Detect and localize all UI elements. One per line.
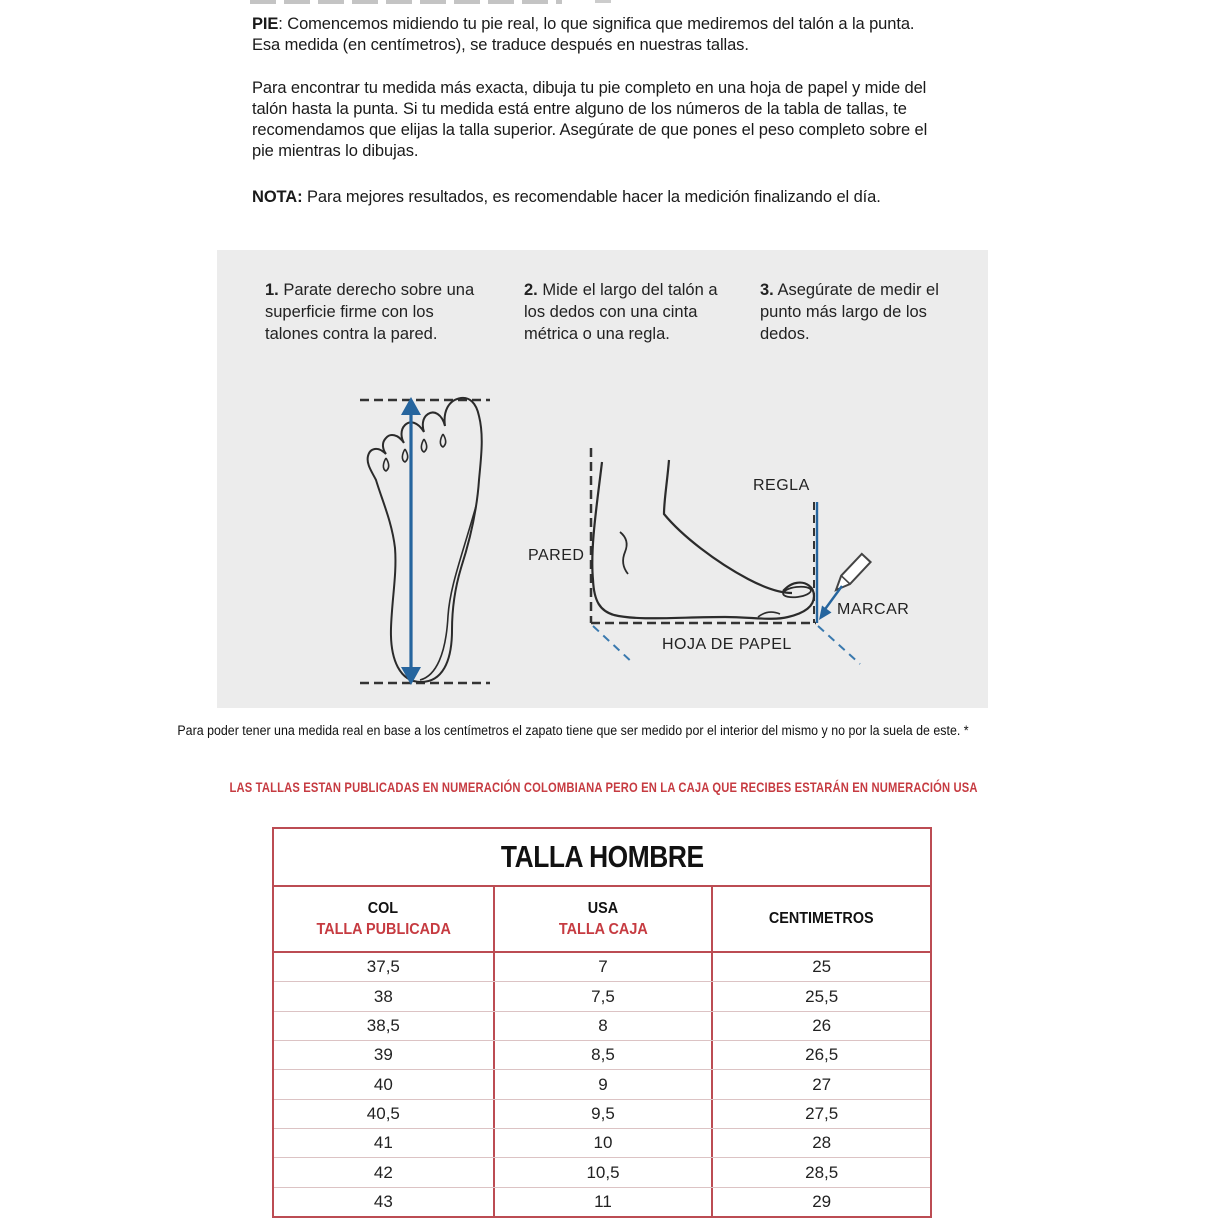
size-table-title-row — [274, 829, 930, 887]
table-cell: 40,5 — [366, 1103, 400, 1123]
table-cell: 27,5 — [711, 1100, 930, 1128]
table-cell: 39 — [373, 1045, 393, 1065]
measurement-caption — [0, 722, 1146, 740]
table-row — [274, 953, 930, 981]
toe-slit-1 — [440, 434, 445, 447]
step-1-number: 1. — [265, 281, 279, 299]
table-cell: 26 — [711, 1012, 930, 1040]
column-header-col-line1: COL — [368, 899, 399, 917]
measurement-diagram-panel — [217, 250, 988, 708]
paper-diagonal-right — [818, 626, 860, 664]
toe-slit-4 — [383, 458, 388, 471]
table-row — [274, 1128, 930, 1157]
table-cell: 38 — [373, 986, 393, 1006]
toe-bump-line — [758, 612, 780, 617]
table-cell: 42 — [373, 1162, 393, 1182]
table-cell: 10 — [493, 1129, 712, 1157]
step-2-text: Mide el largo del talón a los dedos con una cinta métrica o una regla. — [524, 281, 718, 343]
table-cell: 8,5 — [493, 1041, 712, 1069]
column-header-usa-line2: TALLA CAJA — [558, 920, 648, 938]
size-table — [272, 827, 932, 1218]
table-cell: 43 — [373, 1191, 393, 1211]
table-cell: 37,5 — [366, 957, 400, 977]
toe-slit-2 — [421, 439, 426, 452]
column-header-centimetros-line1: CENTIMETROS — [769, 910, 875, 927]
column-header-usa-line1: USA — [587, 899, 619, 917]
intro-note-text: Para mejores resultados, es recomendable hacer la medición finalizando el día. — [302, 188, 881, 206]
step-3-text: Asegúrate de medir el punto más largo de los dedos. — [760, 281, 939, 343]
table-cell: 25,5 — [711, 982, 930, 1010]
table-cell: 38,5 — [366, 1015, 400, 1035]
label-wall: PARED — [528, 547, 585, 564]
column-header-centimetros — [711, 887, 930, 951]
label-paper: HOJA DE PAPEL — [662, 636, 792, 653]
label-mark: MARCAR — [837, 601, 910, 618]
sizing-notice-text: LAS TALLAS ESTAN PUBLICADAS EN NUMERACIÓN COLOMBIANA PERO EN LA CAJA QUE RECIBES ESTARÁN EN NUMERACIÓN USA — [229, 779, 979, 795]
table-cell: 40 — [373, 1074, 393, 1094]
sizing-notice — [0, 779, 1208, 797]
measurement-caption-text: Para poder tener una medida real en base a los centímetros el zapato tiene que ser medido por el interior del mismo y no por la suela de este. * — [177, 723, 969, 738]
table-cell: 11 — [493, 1188, 712, 1216]
intro-paragraph-measure: Para encontrar tu medida más exacta, dibuja tu pie completo en una hoja de papel y mide del talón hasta la punta. Si tu medida está entre alguno de los números de la tabla de tallas, te recomendamos que elijas la talla superior. Asegúrate de que pones el peso completo sobre el pie mientras lo dibujas. — [252, 79, 928, 160]
paper-diagonal-left — [593, 626, 634, 664]
table-row — [274, 1187, 930, 1216]
size-table-body — [274, 953, 930, 1216]
table-cell: 25 — [711, 953, 930, 981]
size-table-header-row — [274, 887, 930, 953]
table-cell: 9 — [493, 1070, 712, 1098]
label-ruler: REGLA — [753, 477, 810, 494]
foot-sole-diagram — [348, 388, 500, 698]
step-3-number: 3. — [760, 281, 774, 299]
table-cell: 27 — [711, 1070, 930, 1098]
toe-slit-3 — [402, 449, 407, 462]
table-cell: 7 — [493, 953, 712, 981]
intro-note — [252, 187, 946, 208]
table-cell: 28,5 — [711, 1158, 930, 1186]
table-cell: 29 — [711, 1188, 930, 1216]
step-1 — [265, 279, 477, 345]
table-cell: 10,5 — [493, 1158, 712, 1186]
table-row — [274, 1157, 930, 1186]
column-header-usa — [493, 887, 712, 951]
clipped-heading-remnant — [250, 0, 562, 4]
table-cell: 26,5 — [711, 1041, 930, 1069]
table-row — [274, 981, 930, 1010]
intro-pie-lead: PIE — [252, 15, 279, 33]
intro-paragraph-pie — [252, 14, 946, 56]
table-cell: 28 — [711, 1129, 930, 1157]
table-row — [274, 1069, 930, 1098]
ankle-line — [620, 532, 628, 574]
table-cell: 41 — [373, 1133, 393, 1153]
column-header-col-line2: TALLA PUBLICADA — [316, 920, 451, 938]
table-row — [274, 1099, 930, 1128]
table-row — [274, 1011, 930, 1040]
intro-note-lead: NOTA: — [252, 188, 303, 206]
size-table-title: TALLA HOMBRE — [500, 839, 704, 874]
column-header-col — [274, 887, 493, 951]
intro-pie-text: : Comencemos midiendo tu pie real, lo que significa que mediremos del talón a la punta. Esa medida (en centímetros), se traduce después en nuestras tallas. — [252, 15, 915, 54]
intro-section — [252, 14, 946, 208]
foot-arch-line — [420, 506, 476, 680]
pencil-icon — [836, 554, 871, 590]
step-2 — [524, 279, 724, 345]
step-1-text: Parate derecho sobre una superficie firme con los talones contra la pared. — [265, 281, 475, 343]
step-2-number: 2. — [524, 281, 538, 299]
table-row — [274, 1040, 930, 1069]
step-3 — [760, 279, 950, 345]
clipped-heading-remnant-2 — [595, 0, 611, 3]
table-cell: 9,5 — [493, 1100, 712, 1128]
table-cell: 8 — [493, 1012, 712, 1040]
table-cell: 7,5 — [493, 982, 712, 1010]
